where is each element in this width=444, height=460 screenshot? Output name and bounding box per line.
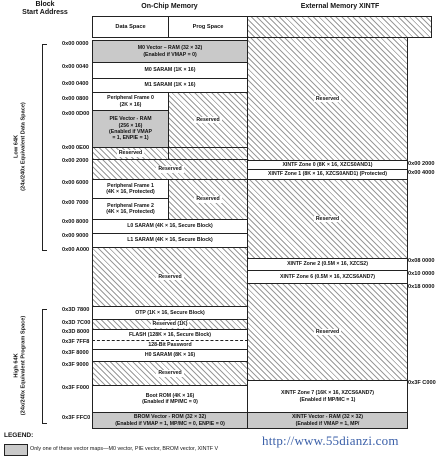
addr-009000: 0x00 9000	[62, 233, 89, 239]
l1-saram: L1 SARAM (4K × 16, Secure Block)	[92, 233, 248, 248]
addr-006000: 0x00 6000	[62, 180, 89, 186]
m0-saram: M0 SARAM (1K × 16)	[92, 62, 248, 79]
h0-saram: H0 SARAM (8K × 16)	[92, 349, 248, 362]
raddr-002000: 0x00 2000	[408, 161, 435, 167]
addr-000040: 0x00 0040	[62, 64, 89, 70]
reserved-pie-prog: Reserved	[168, 92, 248, 148]
addr-3fffc0: 0x3F FFC0	[62, 415, 91, 421]
addr-3f9000: 0x3F 9000	[62, 362, 89, 368]
xintf-reserved-top: Reserved	[247, 37, 408, 161]
high-64k-brace	[42, 309, 47, 424]
xintf-zone-1: XINTF Zone 1 (8K × 16, XZCS0AND1) (Protected)	[247, 169, 408, 180]
addr-3ff000: 0x3F F000	[62, 385, 90, 391]
m0-vector-ram: M0 Vector – RAM (32 × 32) (Enabled if VMAP = 0)	[92, 40, 248, 63]
reserved-1k: Reserved (1K)	[92, 319, 248, 330]
addr-007000: 0x00 7000	[62, 200, 89, 206]
prog-space-header: Prog Space	[168, 16, 248, 38]
pie-vector-ram: PIE Vector - RAM (256 × 16) (Enabled if VMAP = 1, ENPIE = 1)	[92, 110, 169, 148]
block-start-header: Block Start Address	[22, 1, 68, 16]
legend-title: LEGEND:	[4, 432, 34, 439]
password-block: 128-Bit Password	[92, 340, 248, 350]
addr-008000: 0x00 8000	[62, 219, 89, 225]
raddr-180000: 0x18 0000	[408, 284, 435, 290]
addr-000800: 0x00 0800	[62, 96, 89, 102]
addr-3d7800: 0x3D 7800	[62, 307, 90, 313]
addr-3f8000: 0x3F 8000	[62, 350, 89, 356]
xintf-zone-0: XINTF Zone 0 (8K × 16, XZCS0AND1)	[247, 160, 408, 170]
m1-saram: M1 SARAM (1K × 16)	[92, 78, 248, 93]
reserved-pf-prog: Reserved	[168, 179, 248, 220]
external-space-header-hatch	[247, 16, 432, 38]
legend-swatch	[4, 444, 28, 456]
boot-rom: Boot ROM (4K × 16) (Enabled if MP/MC = 0)	[92, 385, 248, 413]
low-64k-label: Low 64K (24x/240x Equivalent Data Space)	[13, 102, 26, 191]
xintf-reserved-mid: Reserved	[247, 179, 408, 259]
watermark-text: http://www.55dianzi.com	[262, 433, 399, 448]
raddr-004000: 0x00 4000	[408, 170, 435, 176]
data-space-header: Data Space	[92, 16, 169, 38]
external-header: External Memory XINTF	[300, 3, 380, 10]
xintf-reserved-low: Reserved	[247, 283, 408, 381]
addr-000000: 0x00 0000	[62, 41, 89, 47]
reserved-3f9000: Reserved	[92, 361, 248, 386]
addr-000e00: 0x00 0E00	[62, 145, 90, 151]
otp-block: OTP (1K × 16, Secure Block)	[92, 306, 248, 320]
high-64k-label: High 64K (24x/240x Equivalent Program Space)	[13, 315, 26, 416]
legend-text: Only one of these vector maps—M0 vector, PIE vector, BROM vector, XINTF V	[30, 446, 219, 452]
flash-block: FLASH (128K × 16, Secure Block)	[92, 329, 248, 341]
xintf-zone-7: XINTF Zone 7 (16K × 16, XZCS6AND7) (Enabled if MP/MC = 1)	[247, 380, 408, 413]
addr-000400: 0x00 0400	[62, 81, 89, 87]
low-64k-brace	[42, 44, 47, 251]
peripheral-frame-0: Peripheral Frame 0 (2K × 16)	[92, 92, 169, 111]
xintf-vector-ram: XINTF Vector - RAM (32 × 32) (Enabled if VMAP = 1, MP/	[247, 412, 408, 429]
peripheral-frame-1: Peripheral Frame 1 (4K × 16, Protected)	[92, 179, 169, 199]
addr-00a000: 0x00 A000	[62, 247, 90, 253]
addr-002000: 0x00 2000	[62, 158, 89, 164]
addr-3d8000: 0x3D 8000	[62, 329, 90, 335]
addr-3d7c00: 0x3D 7C00	[62, 320, 91, 326]
reserved-onchip-large: Reserved	[92, 247, 248, 307]
onchip-header: On-Chip Memory	[141, 3, 198, 10]
xintf-zone-6: XINTF Zone 6 (0.5M × 16, XZCS6AND7)	[247, 270, 408, 284]
reserved-0e00: Reserved	[92, 147, 169, 160]
brom-vector-rom: BROM Vector - ROM (32 × 32) (Enabled if VMAP = 1, MP/MC = 0, ENPIE = 0)	[92, 412, 248, 429]
addr-3f7ff8: 0x3F 7FF8	[62, 339, 90, 345]
raddr-100000: 0x10 0000	[408, 271, 435, 277]
l0-saram: L0 SARAM (4K × 16, Secure Block)	[92, 219, 248, 234]
raddr-080000: 0x08 0000	[408, 258, 435, 264]
peripheral-frame-2: Peripheral Frame 2 (4K × 16, Protected)	[92, 198, 169, 220]
raddr-3fc000: 0x3F C000	[408, 380, 436, 386]
addr-000d00: 0x00 0D00	[62, 111, 90, 117]
reserved-2000: Reserved	[92, 159, 248, 180]
xintf-zone-2: XINTF Zone 2 (0.5M × 16, XZCS2)	[247, 258, 408, 271]
